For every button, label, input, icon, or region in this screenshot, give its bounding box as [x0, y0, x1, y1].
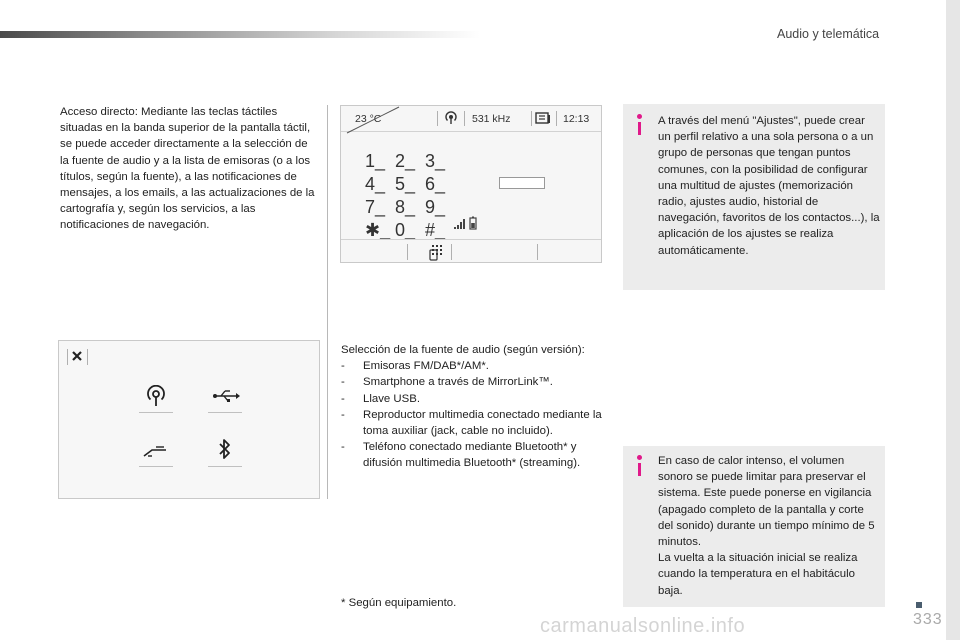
info-icon-bar [638, 463, 641, 476]
separator [464, 111, 465, 126]
screen-illustration-sources [58, 340, 320, 499]
column-divider [327, 105, 328, 499]
info-icon [637, 114, 642, 119]
separator [556, 111, 557, 126]
info-box-heat [623, 446, 885, 607]
temperature-readout: 23 °C [355, 113, 382, 125]
keypad-key[interactable]: 3_ [425, 151, 446, 171]
list-item: - Smartphone a través de MirrorLink™. [341, 376, 553, 389]
display-field [499, 177, 545, 189]
keypad-key[interactable]: 4_ [365, 174, 386, 194]
callout-line [342, 105, 402, 135]
phone-keypad [365, 150, 455, 242]
separator [67, 349, 68, 365]
separator [537, 244, 538, 260]
list-item: - Teléfono conectado mediante Bluetooth* y difusión multimedia Bluetooth* (streaming). [341, 441, 581, 470]
source-underline [139, 412, 173, 413]
source-underline [208, 466, 242, 467]
battery-icon [469, 216, 477, 230]
footnote: * Según equipamiento. [341, 597, 457, 609]
intro-paragraph: Acceso directo: Mediante las teclas táctiles situadas en la banda superior de la pantalla táctil, se puede acceder directamente a la selección de la fuente de audio y a la lista de emisoras (o a los títulos, según la fuente), a las notificaciones de mensajes, a los emails, a las actualizaciones de la cartografía y, según los servicios, a las notificaciones de navegación. [60, 106, 315, 232]
source-underline [139, 466, 173, 467]
frequency-readout: 531 kHz [472, 113, 511, 125]
keypad-key[interactable]: 5_ [395, 174, 416, 194]
aux-jack-icon[interactable] [142, 444, 170, 458]
radio-antenna-icon[interactable] [146, 385, 166, 407]
usb-icon[interactable] [212, 389, 240, 403]
source-underline [208, 412, 242, 413]
info-heat-text [658, 453, 880, 599]
keypad-key[interactable]: #_ [425, 220, 446, 240]
info-box-settings [623, 104, 885, 290]
separator [407, 244, 408, 260]
bluetooth-icon[interactable] [218, 438, 232, 460]
keypad-key[interactable]: 6_ [425, 174, 446, 194]
separator [437, 111, 438, 126]
list-item: - Emisoras FM/DAB*/AM*. [341, 360, 489, 373]
media-icon[interactable] [535, 112, 551, 125]
info-icon [637, 455, 642, 460]
source-selection-text [341, 342, 611, 472]
source-selection-intro: Selección de la fuente de audio (según versión): [341, 344, 585, 356]
signal-icon [453, 218, 467, 230]
radio-antenna-icon[interactable] [444, 111, 458, 125]
info-heat-paragraph-1: En caso de calor intenso, el volumen sonoro se puede limitar para preservar el sistema. Este puede ponerse en vigilancia (apagado completo de la pantalla y corte del sonido) durante un tiempo mínimo de 5 minutos. [658, 455, 875, 549]
watermark: carmanualsonline.info [540, 615, 746, 637]
info-icon-bar [638, 122, 641, 135]
bottom-toolbar [341, 239, 601, 263]
keypad-key[interactable]: 8_ [395, 197, 416, 217]
info-settings-text: A través del menú "Ajustes", puede crear un perfil relativo a una sola persona o a un grupo de personas que tengan puntos comunes, con la posibilidad de configurar una multitud de ajustes (memorización radio, ajustes audio, historial de navegación, favoritos de los contactos...), la aplicación de los ajustes se realiza automáticamente. [658, 115, 880, 257]
page-marker [916, 602, 922, 608]
separator [531, 111, 532, 126]
list-item: - Llave USB. [341, 392, 420, 405]
close-icon[interactable] [71, 350, 83, 362]
page-edge-strip [946, 0, 960, 640]
section-title: Audio y telemática [777, 27, 880, 41]
keypad-key[interactable]: 9_ [425, 197, 446, 217]
keypad-key[interactable]: 1_ [365, 151, 386, 171]
page-number: 333 [913, 611, 943, 629]
clock-readout: 12:13 [563, 113, 590, 125]
list-item: - Reproductor multimedia conectado mediante la toma auxiliar (jack, cable no incluido). [341, 408, 602, 438]
separator [451, 244, 452, 260]
keypad-key[interactable]: 0_ [395, 220, 416, 240]
header-gradient-bar [0, 31, 480, 38]
phone-icon[interactable] [429, 247, 439, 261]
keypad-key[interactable]: 7_ [365, 197, 386, 217]
separator [87, 349, 88, 365]
info-heat-paragraph-2: La vuelta a la situación inicial se realiza cuando la temperatura en el habitáculo baja. [658, 552, 858, 597]
keypad-key[interactable]: 2_ [395, 151, 416, 171]
keypad-key[interactable]: ✱_ [365, 220, 391, 240]
